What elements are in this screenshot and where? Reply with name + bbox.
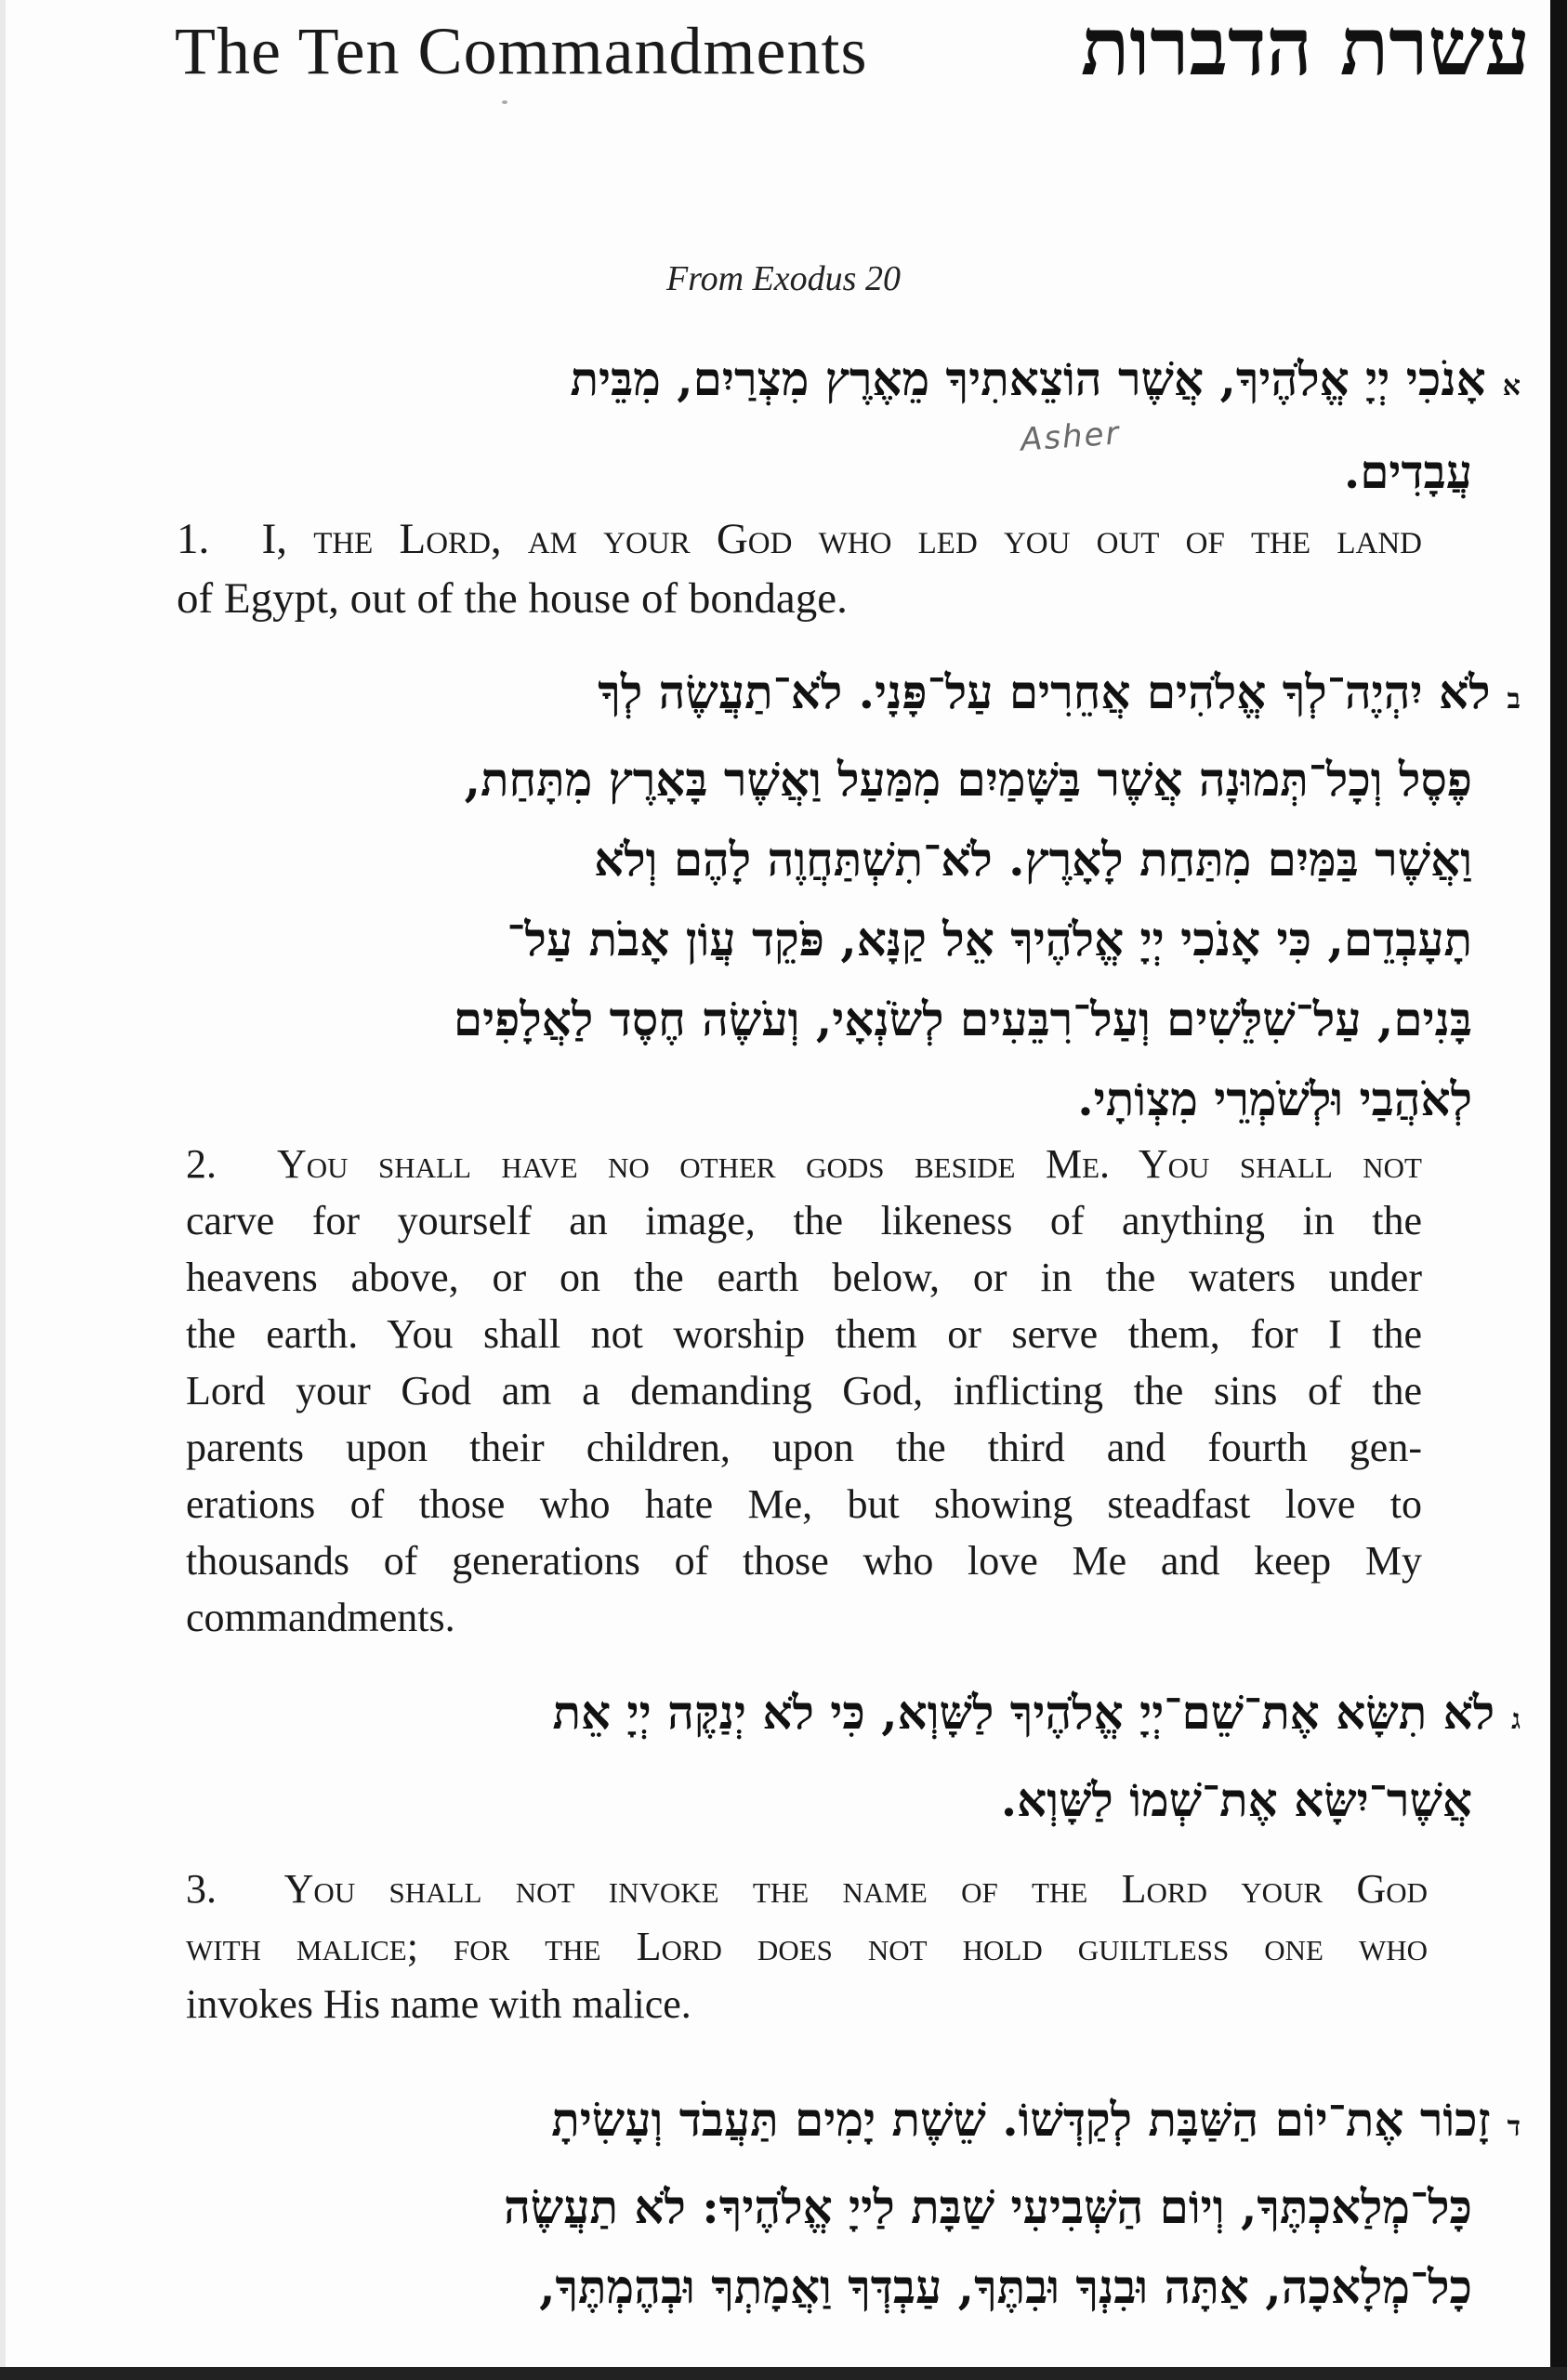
hebrew-line: לְאֹהֲבַי וּלְשֹׁמְרֵי מִצְוֹתָי. bbox=[1077, 1072, 1472, 1126]
commandment-number: 1. bbox=[177, 515, 210, 563]
hebrew-verse-number: א bbox=[1502, 370, 1521, 402]
handwritten-note: Asher bbox=[1019, 414, 1122, 459]
scan-speck bbox=[502, 100, 507, 104]
hebrew-line: אאָנֹכִי יְיָ אֱלֹהֶיךָ, אֲשֶׁר הוֹצֵאתִיךָ מֵאֶרֶץ מִצְרַיִם, מִבֵּית bbox=[570, 351, 1521, 406]
english-line: 1. I, the Lord, am your God who led you out of the land bbox=[177, 515, 1422, 563]
section-3-hebrew bbox=[182, 1673, 1521, 1840]
hebrew-line: כָּל־מְלַאכְתֶּךָ, וְיוֹם הַשְּׁבִיעִי שַׁבָּת לַייָ אֱלֹהֶיךָ: לֹא תַעֲשֶׂה bbox=[504, 2179, 1472, 2234]
scan-right-edge bbox=[1550, 0, 1567, 2380]
page-title-english: The Ten Commandments bbox=[175, 14, 868, 88]
english-line: invokes His name with malice. bbox=[186, 1981, 691, 2027]
english-line: 2. You shall have no other gods beside Me. You shall not bbox=[186, 1141, 1422, 1187]
scan-left-shade bbox=[0, 0, 6, 2380]
section-4-hebrew bbox=[182, 2080, 1521, 2327]
english-line: commandments. bbox=[186, 1595, 455, 1640]
section-1-english bbox=[177, 509, 1422, 628]
hebrew-verse-number: ב bbox=[1507, 683, 1521, 716]
hebrew-line: תָעָבְדֵם, כִּי אָנֹכִי יְיָ אֱלֹהֶיךָ אֵל קַנָּא, פֹּקֵד עֲוֹן אָבֹת עַל־ bbox=[507, 912, 1472, 966]
english-line: carve for yourself an image, the likeness of anything in the bbox=[186, 1198, 1422, 1243]
scan-bottom-edge bbox=[0, 2367, 1567, 2380]
english-line: the earth. You shall not worship them or serve them, for I the bbox=[186, 1311, 1422, 1357]
english-line: heavens above, or on the earth below, or in the waters under bbox=[186, 1255, 1422, 1300]
english-line: with malice; for the Lord does not hold guiltless one who bbox=[186, 1924, 1428, 1969]
section-1-hebrew bbox=[182, 336, 1521, 515]
hebrew-line: פֶסֶל וְכָל־תְּמוּנָה אֲשֶׁר בַּשָּׁמַיִם מִמַּעַל וַאֲשֶׁר בָּאָרֶץ מִתָּחַת, bbox=[464, 752, 1472, 807]
page-title-hebrew: עשרת הדברות bbox=[1080, 0, 1530, 94]
commandment-number: 3. bbox=[186, 1866, 217, 1912]
hebrew-line: עֲבָדִים. bbox=[1343, 444, 1472, 499]
hebrew-verse-number: ד bbox=[1507, 2110, 1521, 2143]
source-reference: From Exodus 20 bbox=[666, 259, 901, 298]
english-line: erations of those who hate Me, but showing steadfast love to bbox=[186, 1481, 1422, 1527]
english-line: 3. You shall not invoke the name of the Lord your God bbox=[186, 1866, 1428, 1912]
hebrew-line: דזָכוֹר אֶת־יוֹם הַשַּׁבָּת לְקַדְּשׁוֹ. שֵׁשֶׁת יָמִים תַּעֲבֹד וְעָשִׂיתָ bbox=[551, 2092, 1521, 2147]
hebrew-line: וַאֲשֶׁר בַּמַּיִם מִתַּחַת לָאָרֶץ. לֹא־תִשְׁתַּחֲוֶה לָהֶם וְלֹא bbox=[594, 832, 1472, 887]
hebrew-line: כָל־מְלָאכָה, אַתָּה וּבִנְךָ וּבִתֶּךָ, עַבְדְּךָ וַאֲמָתְךָ וּבְהֶמְתֶּךָ, bbox=[539, 2259, 1472, 2314]
hebrew-line: גלֹא תִשָּׂא אֶת־שֵׁם־יְיָ אֱלֹהֶיךָ לַשָּׁוְא, כִּי לֹא יְנַקֶּה יְיָ אֵת bbox=[552, 1685, 1521, 1740]
english-line: of Egypt, out of the house of bondage. bbox=[177, 574, 848, 623]
hebrew-verse-number: ג bbox=[1511, 1703, 1521, 1736]
hebrew-line: אֲשֶׁר־יִשָּׂא אֶת־שְׁמוֹ לַשָּׁוְא. bbox=[1000, 1772, 1472, 1827]
hebrew-line: בָּנִים, עַל־שִׁלֵּשִׁים וְעַל־רִבֵּעִים לְשֹׂנְאָי, וְעֹשֶׂה חֶסֶד לַאֲלָפִים bbox=[453, 992, 1472, 1046]
section-2-english bbox=[186, 1136, 1422, 1646]
section-2-hebrew bbox=[182, 652, 1521, 1139]
hebrew-line: בלֹא יִהְיֶה־לְךָ אֱלֹהִים אֲחֵרִים עַל־פָּנָי. לֹא־תַעֲשֶׂה לְךָ bbox=[598, 664, 1521, 719]
section-3-english bbox=[186, 1861, 1428, 2033]
english-line: parents upon their children, upon the third and fourth gen- bbox=[186, 1425, 1422, 1470]
commandment-number: 2. bbox=[186, 1141, 217, 1187]
english-line: Lord your God am a demanding God, inflicting the sins of the bbox=[186, 1368, 1422, 1414]
english-line: thousands of generations of those who love Me and keep My bbox=[186, 1538, 1422, 1584]
